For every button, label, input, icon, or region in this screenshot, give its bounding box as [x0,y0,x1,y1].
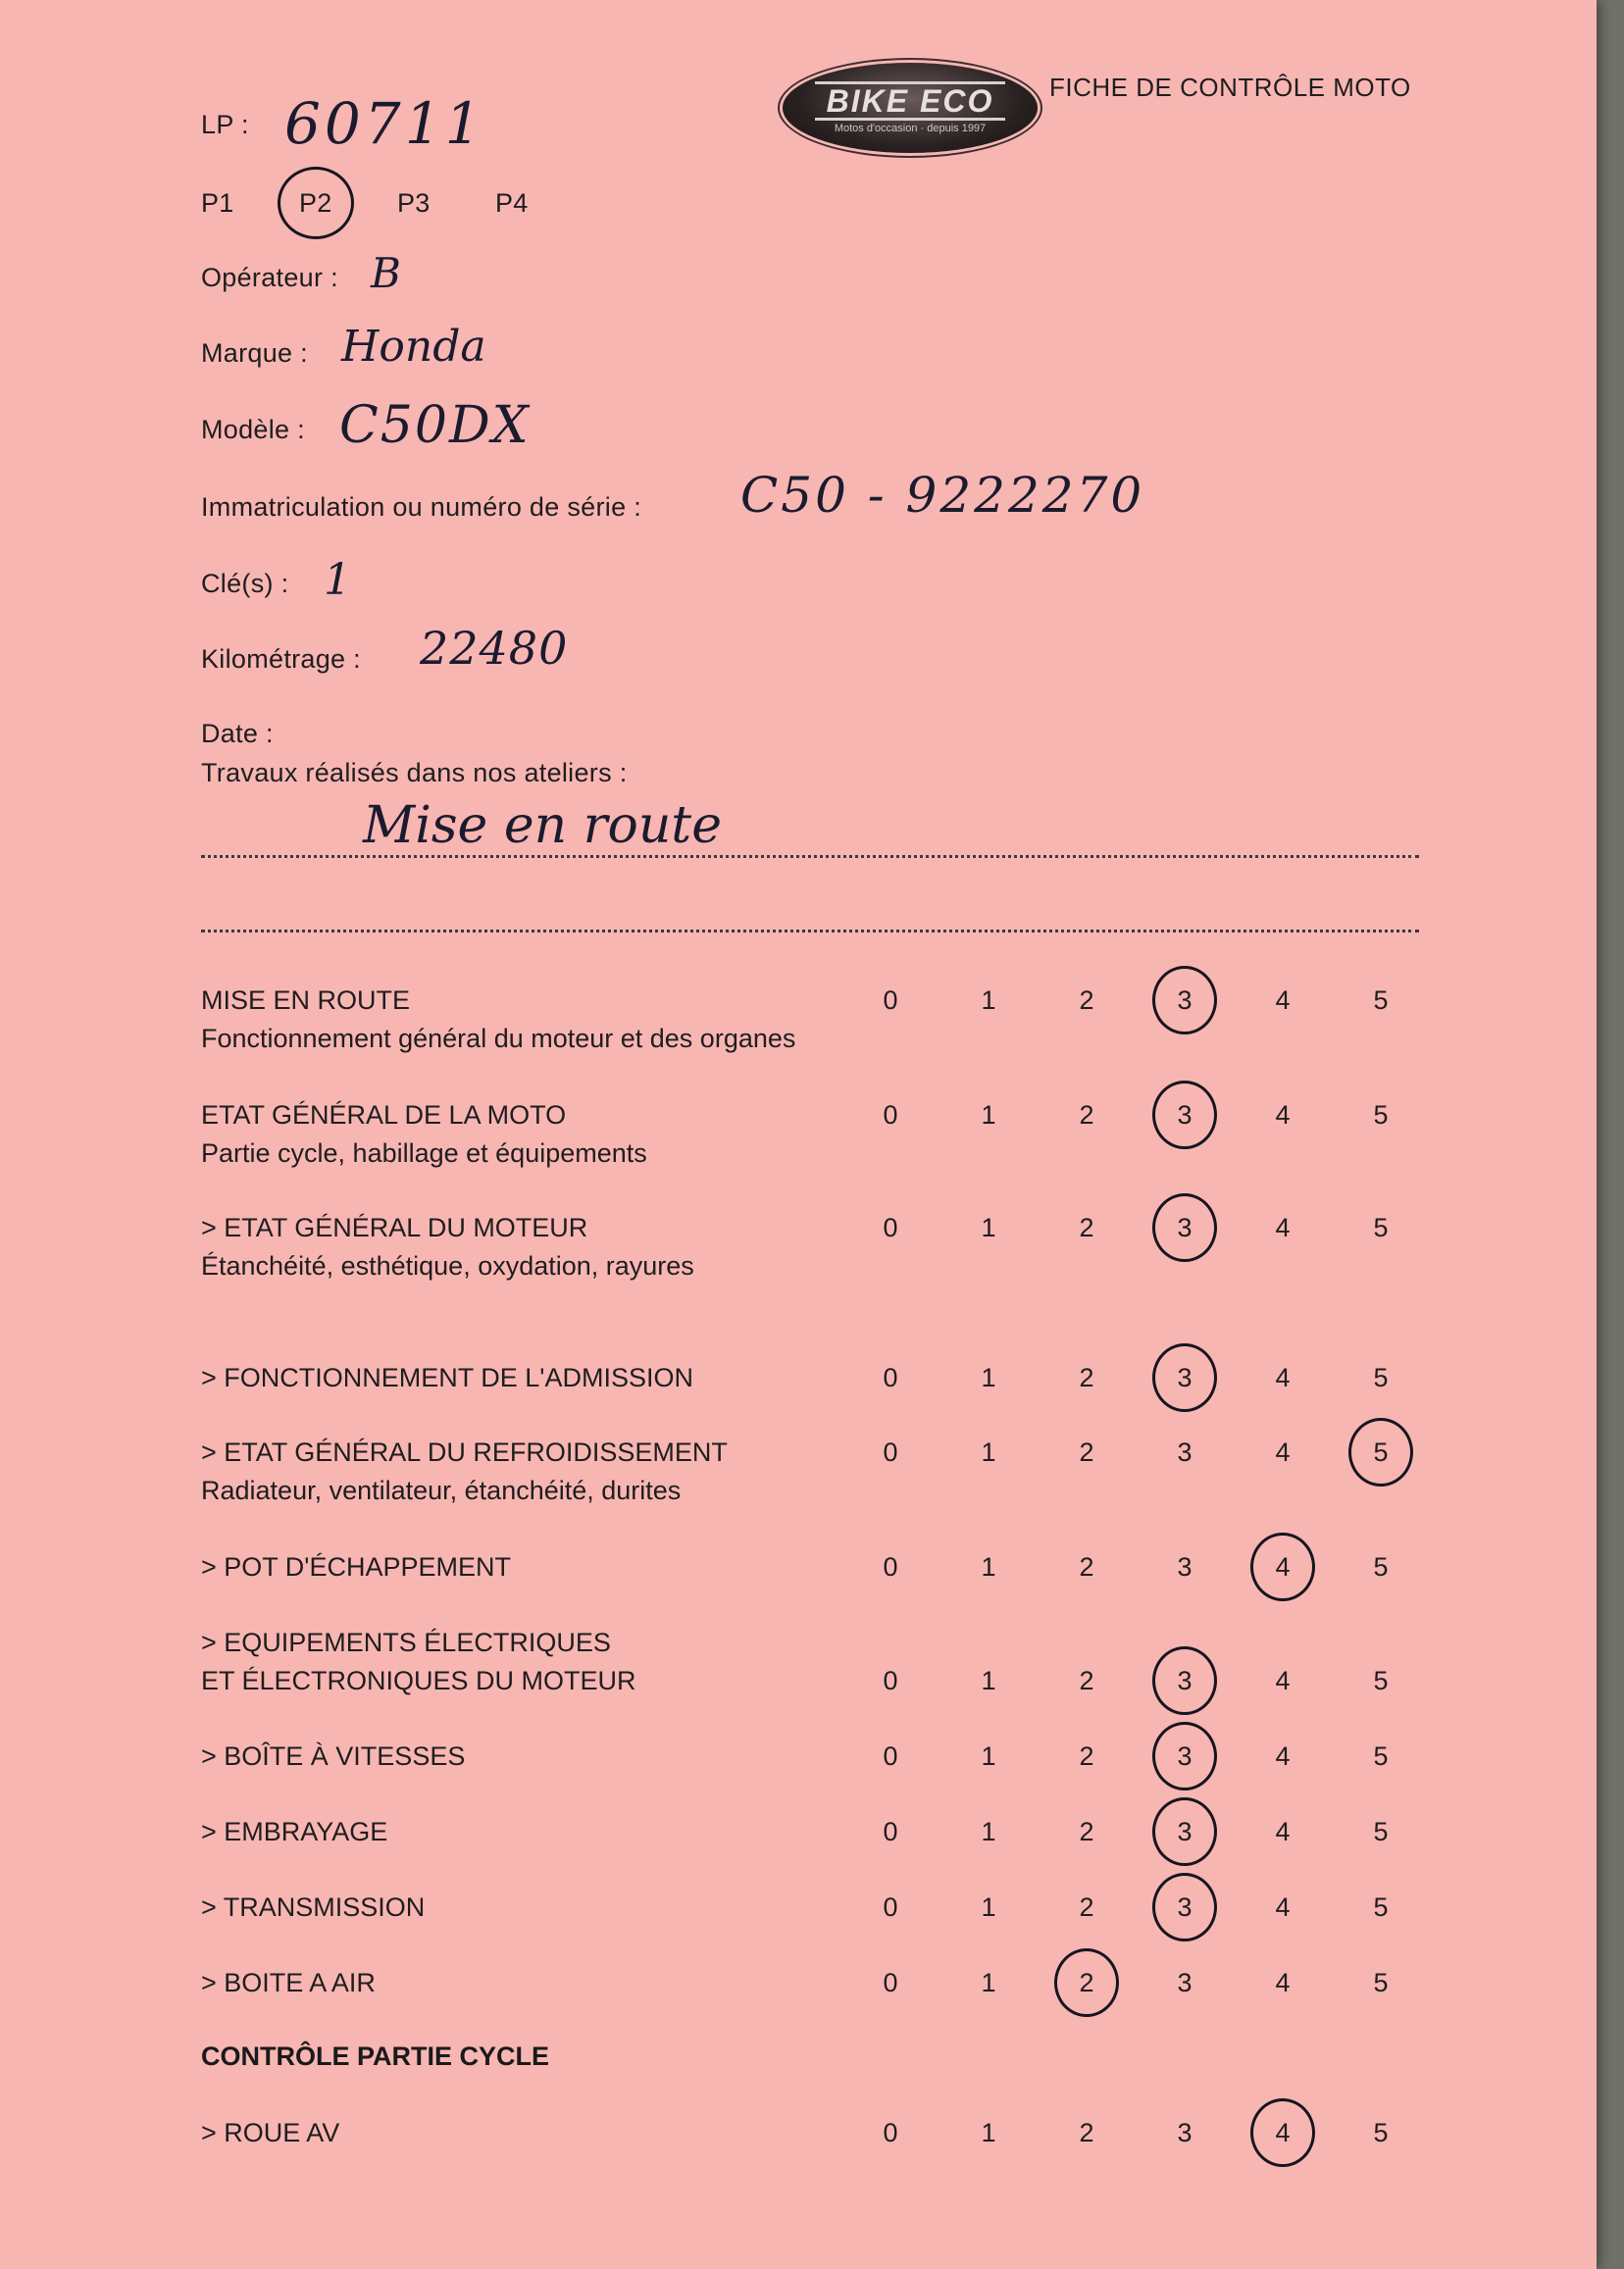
check-score-option-2-0[interactable]: 0 [883,1213,898,1242]
check-score-option-9-1[interactable]: 1 [981,1892,996,1922]
check-score-option-3-4[interactable]: 4 [1275,1363,1291,1392]
cycle-check-score-option-0-4[interactable]: 4 [1275,2118,1291,2147]
check-title-1: ETAT GÉNÉRAL DE LA MOTO [201,1100,567,1130]
check-score-circle-2 [1152,1193,1217,1262]
lp-label: LP : [201,110,249,139]
model-value[interactable]: C50DX [339,396,531,455]
check-score-option-10-5[interactable]: 5 [1373,1968,1389,1997]
check-score-option-8-3[interactable]: 3 [1177,1817,1193,1846]
check-score-option-8-0[interactable]: 0 [883,1817,898,1846]
check-score-option-0-5[interactable]: 5 [1373,985,1389,1015]
check-score-option-0-1[interactable]: 1 [981,985,996,1015]
check-title-5: > POT D'ÉCHAPPEMENT [201,1552,511,1582]
check-subtitle-0: Fonctionnement général du moteur et des organes [201,1024,796,1053]
check-score-option-1-4[interactable]: 4 [1275,1100,1291,1130]
check-score-option-3-0[interactable]: 0 [883,1363,898,1392]
check-title-9: > TRANSMISSION [201,1892,426,1922]
check-score-option-6-3[interactable]: 3 [1177,1666,1193,1695]
check-score-option-6-4[interactable]: 4 [1275,1666,1291,1695]
check-score-option-8-2[interactable]: 2 [1079,1817,1094,1846]
keys-label: Clé(s) : [201,569,289,598]
position-selected-circle [278,167,354,239]
check-score-option-7-1[interactable]: 1 [981,1741,996,1771]
check-score-option-9-2[interactable]: 2 [1079,1892,1094,1922]
check-score-circle-10 [1054,1948,1119,2017]
check-score-option-7-0[interactable]: 0 [883,1741,898,1771]
check-score-option-6-0[interactable]: 0 [883,1666,898,1695]
check-score-circle-8 [1152,1797,1217,1866]
check-score-option-3-5[interactable]: 5 [1373,1363,1389,1392]
check-score-option-2-4[interactable]: 4 [1275,1213,1291,1242]
check-score-circle-3 [1152,1343,1217,1412]
brand-value[interactable]: Honda [341,322,486,372]
check-score-option-9-3[interactable]: 3 [1177,1892,1193,1922]
registration-label: Immatriculation ou numéro de série : [201,492,641,522]
check-score-option-8-1[interactable]: 1 [981,1817,996,1846]
check-score-option-4-2[interactable]: 2 [1079,1437,1094,1467]
check-score-option-5-4[interactable]: 4 [1275,1552,1291,1582]
check-title-6: > EQUIPEMENTS ÉLECTRIQUES [201,1628,611,1657]
check-score-circle-4 [1348,1418,1413,1487]
check-score-option-0-4[interactable]: 4 [1275,985,1291,1015]
check-title-8: > EMBRAYAGE [201,1817,388,1846]
position-p3[interactable]: P3 [397,188,431,218]
check-title-3: > FONCTIONNEMENT DE L'ADMISSION [201,1363,693,1392]
check-score-circle-6 [1152,1646,1217,1715]
check-score-option-2-2[interactable]: 2 [1079,1213,1094,1242]
check-score-option-6-1[interactable]: 1 [981,1666,996,1695]
registration-value[interactable]: C50 - 9222270 [740,467,1145,524]
date-label: Date : [201,719,274,748]
check-score-option-10-4[interactable]: 4 [1275,1968,1291,1997]
works-label: Travaux réalisés dans nos ateliers : [201,758,628,787]
check-score-option-2-1[interactable]: 1 [981,1213,996,1242]
check-score-option-6-5[interactable]: 5 [1373,1666,1389,1695]
mileage-value[interactable]: 22480 [420,622,569,675]
check-score-option-7-3[interactable]: 3 [1177,1741,1193,1771]
check-score-option-7-5[interactable]: 5 [1373,1741,1389,1771]
check-score-option-10-2[interactable]: 2 [1079,1968,1094,1997]
check-title-0: MISE EN ROUTE [201,985,411,1015]
check-title2-6: ET ÉLECTRONIQUES DU MOTEUR [201,1666,636,1695]
check-score-option-10-1[interactable]: 1 [981,1968,996,1997]
position-p2[interactable]: P2 [299,188,332,218]
lp-value[interactable]: 60711 [284,90,485,157]
check-score-option-10-3[interactable]: 3 [1177,1968,1193,1997]
mileage-label: Kilométrage : [201,644,361,674]
cycle-check-score-circle-0 [1250,2098,1315,2167]
check-score-option-5-5[interactable]: 5 [1373,1552,1389,1582]
operator-value[interactable]: B [371,249,401,297]
check-score-option-5-3[interactable]: 3 [1177,1552,1193,1582]
position-p1[interactable]: P1 [201,188,234,218]
operator-label: Opérateur : [201,263,338,292]
check-score-option-7-2[interactable]: 2 [1079,1741,1094,1771]
check-score-option-2-3[interactable]: 3 [1177,1213,1193,1242]
check-score-option-4-5[interactable]: 5 [1373,1437,1389,1467]
works-line-1 [201,855,1419,858]
check-score-option-3-2[interactable]: 2 [1079,1363,1094,1392]
check-score-option-7-4[interactable]: 4 [1275,1741,1291,1771]
check-score-option-5-1[interactable]: 1 [981,1552,996,1582]
check-score-option-9-0[interactable]: 0 [883,1892,898,1922]
cycle-check-score-option-0-3[interactable]: 3 [1177,2118,1193,2147]
check-score-option-1-0[interactable]: 0 [883,1100,898,1130]
sheet-title: FICHE DE CONTRÔLE MOTO [1049,73,1411,102]
check-score-circle-0 [1152,966,1217,1034]
check-title-4: > ETAT GÉNÉRAL DU REFROIDISSEMENT [201,1437,728,1467]
check-score-option-10-0[interactable]: 0 [883,1968,898,1997]
check-score-option-1-2[interactable]: 2 [1079,1100,1094,1130]
cycle-check-score-option-0-5[interactable]: 5 [1373,2118,1389,2147]
check-score-option-8-4[interactable]: 4 [1275,1817,1291,1846]
check-score-option-6-2[interactable]: 2 [1079,1666,1094,1695]
check-score-option-0-3[interactable]: 3 [1177,985,1193,1015]
check-score-option-0-0[interactable]: 0 [883,985,898,1015]
cycle-check-score-option-0-2[interactable]: 2 [1079,2118,1094,2147]
logo-text: BIKE ECO [815,81,1006,121]
check-score-circle-7 [1152,1722,1217,1790]
bike-eco-logo [783,63,1038,153]
check-score-option-1-5[interactable]: 5 [1373,1100,1389,1130]
works-line-2 [201,930,1419,933]
check-score-option-4-4[interactable]: 4 [1275,1437,1291,1467]
works-value[interactable]: Mise en route [363,796,722,855]
check-score-option-3-3[interactable]: 3 [1177,1363,1193,1392]
check-subtitle-4: Radiateur, ventilateur, étanchéité, durites [201,1476,682,1505]
check-score-option-4-1[interactable]: 1 [981,1437,996,1467]
check-score-option-4-3[interactable]: 3 [1177,1437,1193,1467]
cycle-check-score-option-0-1[interactable]: 1 [981,2118,996,2147]
check-score-circle-5 [1250,1533,1315,1601]
check-score-option-9-5[interactable]: 5 [1373,1892,1389,1922]
brand-label: Marque : [201,338,308,368]
check-title-7: > BOÎTE À VITESSES [201,1741,466,1771]
check-score-option-2-5[interactable]: 5 [1373,1213,1389,1242]
check-score-option-5-2[interactable]: 2 [1079,1552,1094,1582]
cycle-check-score-option-0-0[interactable]: 0 [883,2118,898,2147]
check-subtitle-1: Partie cycle, habillage et équipements [201,1138,647,1168]
keys-value[interactable]: 1 [324,555,351,605]
check-score-option-9-4[interactable]: 4 [1275,1892,1291,1922]
check-score-circle-9 [1152,1873,1217,1941]
check-score-option-4-0[interactable]: 0 [883,1437,898,1467]
check-score-option-1-3[interactable]: 3 [1177,1100,1193,1130]
position-p4[interactable]: P4 [495,188,529,218]
check-title-2: > ETAT GÉNÉRAL DU MOTEUR [201,1213,588,1242]
cycle-check-title-0: > ROUE AV [201,2118,340,2147]
check-score-option-3-1[interactable]: 1 [981,1363,996,1392]
check-score-circle-1 [1152,1081,1217,1149]
check-score-option-8-5[interactable]: 5 [1373,1817,1389,1846]
logo-subtext: Motos d'occasion · depuis 1997 [834,122,987,134]
section-cycle-title: CONTRÔLE PARTIE CYCLE [201,2042,550,2071]
check-title-10: > BOITE A AIR [201,1968,376,1997]
check-score-option-0-2[interactable]: 2 [1079,985,1094,1015]
check-score-option-5-0[interactable]: 0 [883,1552,898,1582]
check-subtitle-2: Étanchéité, esthétique, oxydation, rayures [201,1251,694,1281]
model-label: Modèle : [201,415,305,444]
check-score-option-1-1[interactable]: 1 [981,1100,996,1130]
